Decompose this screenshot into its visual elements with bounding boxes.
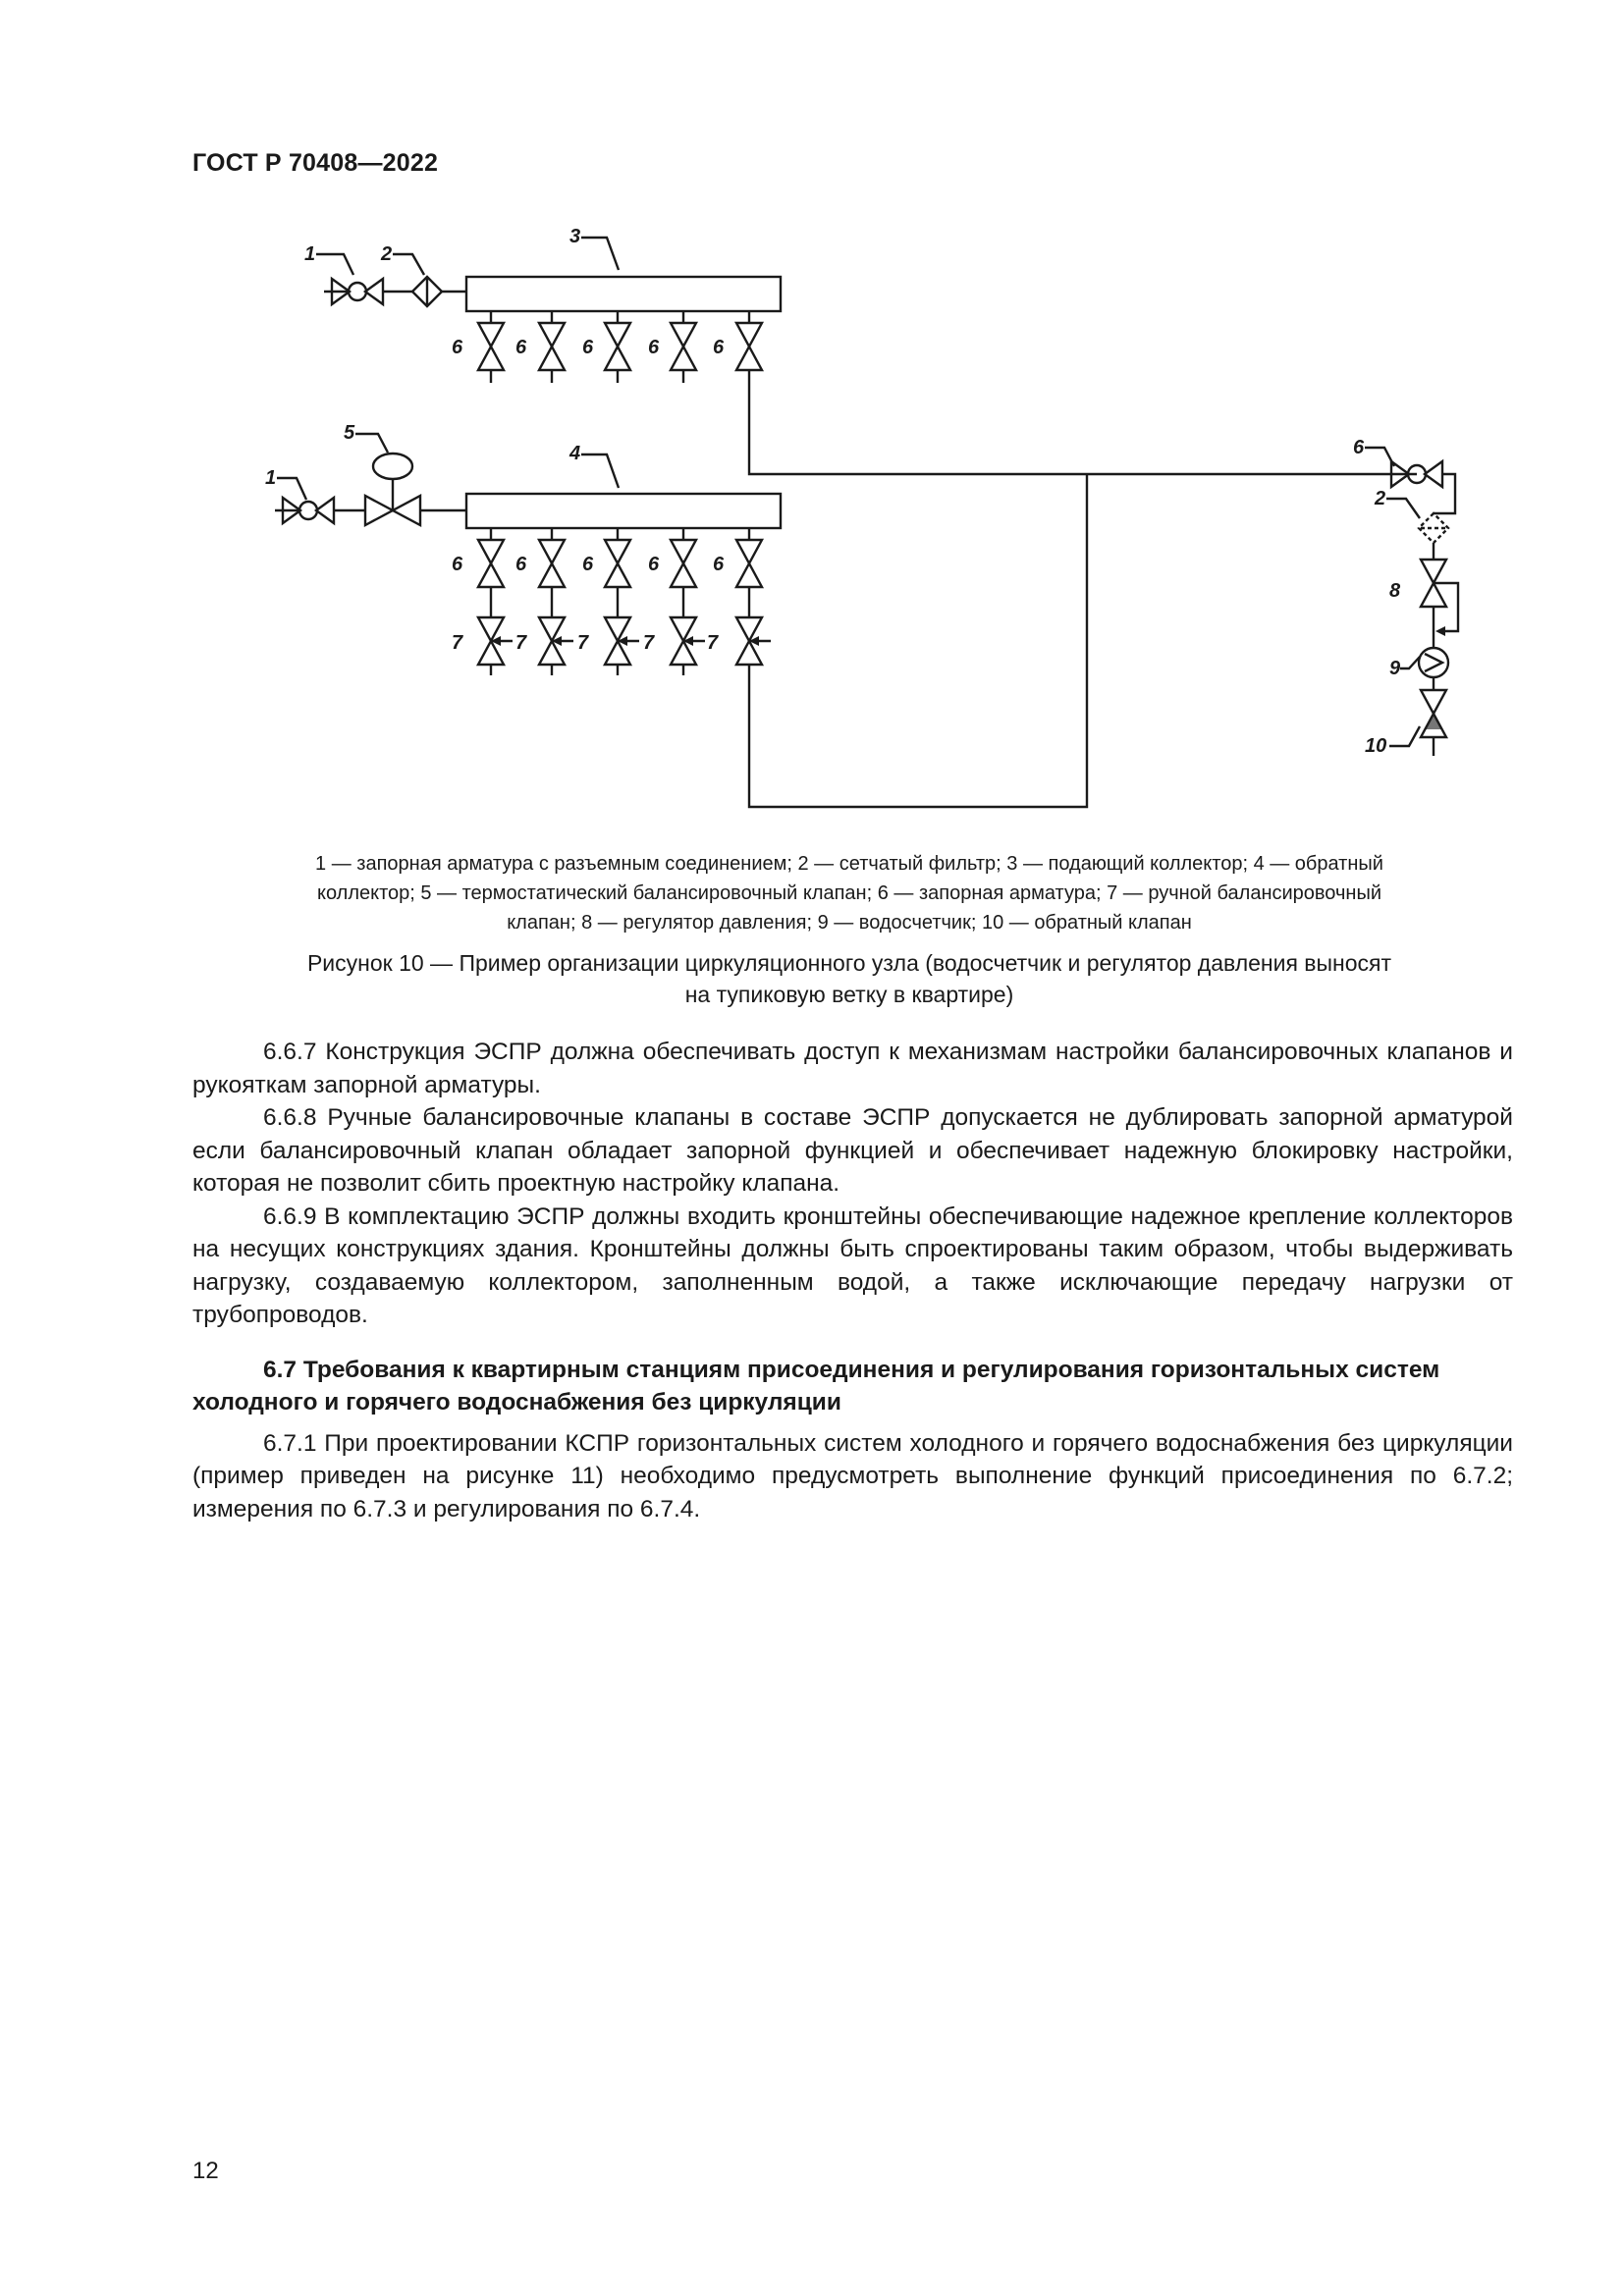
caption-line-1: Рисунок 10 — Пример организации циркуляционного узла (водосчетчик и регулятор давления выносят (306, 950, 1392, 976)
circulation-node-diagram (255, 221, 1463, 829)
paragraph-6-6-8: 6.6.8 Ручные балансировочные клапаны в составе ЭСПР допускается не дублировать запорной арматурой если балансировочный клапан обладает запорной функцией и обеспечивает надежную блокировку настройки, которая не позволит сбить проектную настройку клапана. (192, 1104, 1513, 1197)
label-5: 5 (344, 422, 355, 444)
label-6-j: 6 (713, 554, 725, 575)
label-6-f: 6 (452, 554, 463, 575)
label-6-d: 6 (648, 337, 660, 358)
label-7-a: 7 (452, 632, 463, 654)
label-7-c: 7 (577, 632, 589, 654)
section-heading-6-7: 6.7 Требования к квартирным станциям присоединения и регулирования горизонтальных систем холодного и горячего водоснабжения без циркуляции (192, 1356, 1440, 1415)
label-3: 3 (569, 226, 581, 247)
figure-caption (245, 947, 1453, 1010)
label-6-b: 6 (515, 337, 527, 358)
document-header: ГОСТ Р 70408—2022 (192, 149, 439, 177)
page-number: 12 (192, 2158, 219, 2184)
label-6-a: 6 (452, 337, 463, 358)
legend-line-1: 1 — запорная арматура с разъемным соединением; 2 — сетчатый фильтр; 3 — подающий коллектор; 4 — обратный (315, 853, 1383, 875)
label-6-c: 6 (582, 337, 594, 358)
body-text (192, 1036, 1513, 1525)
paragraph-6-7-1: 6.7.1 При проектировании КСПР горизонтальных систем холодного и горячего водоснабжения без циркуляции (пример приведен на рисунке 11) необходимо предусмотреть выполнение функций присоединения по 6.7.2; измерения по 6.7.3 и регулирования по 6.7.4. (192, 1429, 1513, 1522)
dead-end-branch (1391, 461, 1458, 756)
label-1-top: 1 (304, 243, 316, 265)
legend-line-3: клапан; 8 — регулятор давления; 9 — водосчетчик; 10 — обратный клапан (507, 912, 1192, 934)
label-6-g: 6 (515, 554, 527, 575)
label-8: 8 (1389, 580, 1401, 602)
paragraph-6-6-9: 6.6.9 В комплектацию ЭСПР должны входить кронштейны обеспечивающие надежное крепление коллекторов на несущих конструкциях здания. Кронштейны должны быть спроектированы таким образом, чтобы выдерживать нагрузку, создаваемую коллектором, заполненным водой, а также исключающие передачу нагрузки от трубопроводов. (192, 1202, 1513, 1328)
caption-line-2: на тупиковую ветку в квартире) (684, 982, 1014, 1007)
label-2-top: 2 (381, 243, 393, 265)
paragraph-6-6-7: 6.6.7 Конструкция ЭСПР должна обеспечивать доступ к механизмам настройки балансировочных клапанов и рукояткам запорной арматуры. (192, 1039, 1513, 1098)
label-9: 9 (1389, 658, 1401, 679)
figure-legend (245, 849, 1453, 937)
return-manifold-group (275, 454, 1087, 807)
label-2-right: 2 (1375, 488, 1386, 509)
label-1-bottom: 1 (265, 467, 277, 489)
label-7-e: 7 (707, 632, 719, 654)
label-6-i: 6 (648, 554, 660, 575)
label-6-h: 6 (582, 554, 594, 575)
label-4: 4 (569, 443, 581, 464)
label-7-d: 7 (643, 632, 655, 654)
diagram-svg (255, 221, 1463, 829)
legend-line-2: коллектор; 5 — термостатический балансировочный клапан; 6 — запорная арматура; 7 — ручной балансировочный (316, 882, 1381, 904)
label-10: 10 (1365, 735, 1387, 757)
label-6-e: 6 (713, 337, 725, 358)
label-6-right: 6 (1353, 437, 1365, 458)
label-7-b: 7 (515, 632, 527, 654)
supply-manifold-group (324, 277, 1417, 474)
